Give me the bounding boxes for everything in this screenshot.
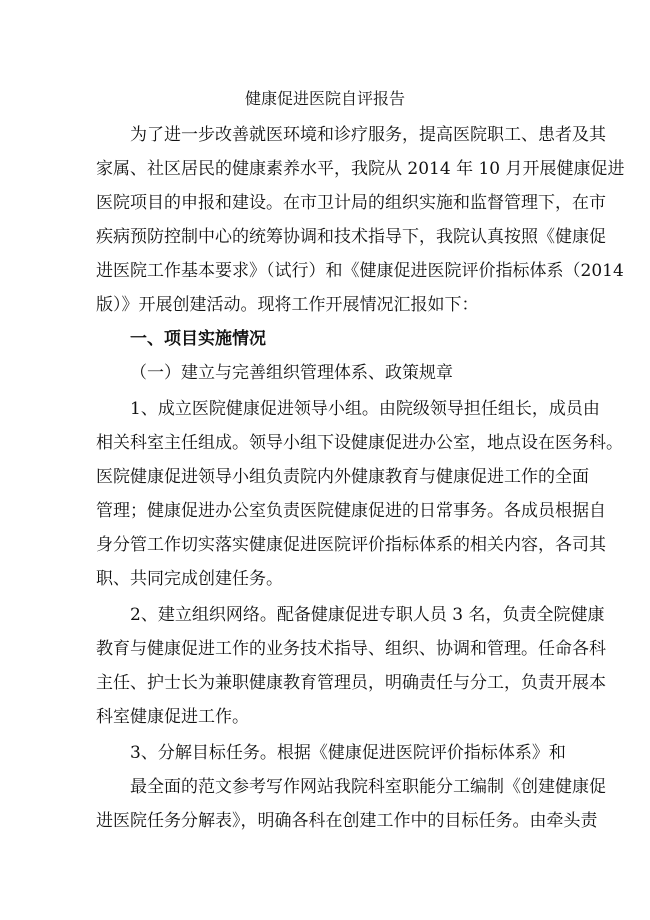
paragraph-line: 1、成立医院健康促进领导小组。由院级领导担任组长，成员由	[130, 399, 600, 419]
paragraph-line: 职、共同完成创建任务。	[96, 569, 283, 589]
paragraph-line: 管理；健康促进办公室负责医院健康促进的日常事务。各成员根据自	[96, 501, 606, 521]
subsection-heading: （一）建立与完善组织管理体系、政策规章	[130, 363, 453, 383]
paragraph-line: 相关科室主任组成。领导小组下设健康促进办公室，地点设在医务科。	[96, 433, 623, 453]
paragraph-line: 身分管工作切实落实健康促进医院评价指标体系的相关内容，各司其	[96, 535, 606, 555]
paragraph-line: 为了进一步改善就医环境和诊疗服务，提高医院职工、患者及其	[130, 125, 606, 145]
paragraph-line: 进医院工作基本要求》（试行）和《健康促进医院评价指标体系（2014	[96, 261, 624, 281]
paragraph-line: 疾病预防控制中心的统筹协调和技术指导下，我院认真按照《健康促	[96, 227, 606, 247]
paragraph-line: 科室健康促进工作。	[96, 707, 249, 727]
paragraph-line: 家属、社区居民的健康素养水平，我院从 2014 年 10 月开展健康促进	[96, 159, 625, 179]
document-title: 健康促进医院自评报告	[244, 89, 405, 108]
paragraph-line: 主任、护士长为兼职健康教育管理员，明确责任与分工，负责开展本	[96, 673, 606, 693]
section-heading: 一、项目实施情况	[130, 329, 266, 349]
paragraph-line: 3、分解目标任务。根据《健康促进医院评价指标体系》和	[130, 743, 566, 763]
paragraph-line: 教育与健康促进工作的业务技术指导、组织、协调和管理。任命各科	[96, 639, 606, 659]
paragraph-line: 医院项目的申报和建设。在市卫计局的组织实施和监督管理下，在市	[96, 193, 606, 213]
paragraph-line: 医院健康促进领导小组负责院内外健康教育与健康促进工作的全面	[96, 467, 589, 487]
paragraph-line: 版）》开展创建活动。现将工作开展情况汇报如下：	[96, 295, 479, 315]
paragraph-line: 最全面的范文参考写作网站我院科室职能分工编制《创建健康促	[130, 777, 606, 797]
paragraph-line: 2、建立组织网络。配备健康促进专职人员 3 名，负责全院健康	[130, 605, 605, 625]
paragraph-line: 进医院任务分解表》，明确各科在创建工作中的目标任务。由牵头责	[96, 811, 598, 831]
